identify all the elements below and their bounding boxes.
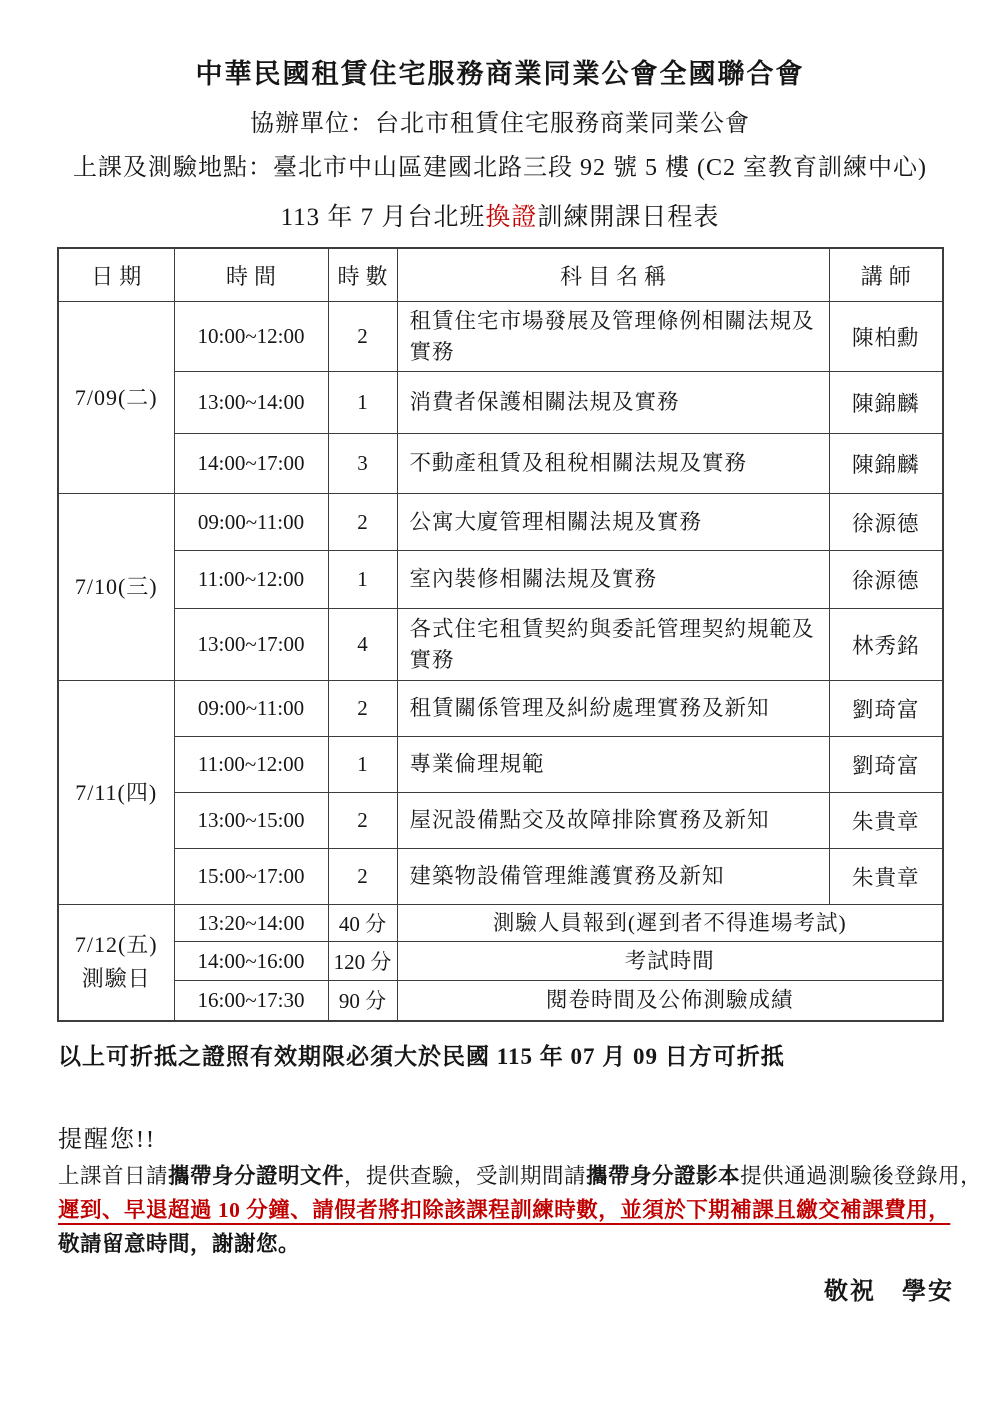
col-header-date: 日期 <box>58 248 174 302</box>
time-cell: 14:00~16:00 <box>174 942 328 981</box>
time-cell: 13:00~17:00 <box>174 609 328 681</box>
subject-cell: 公寓大廈管理相關法規及實務 <box>397 494 829 551</box>
lecturer-cell: 徐源德 <box>829 494 943 551</box>
date-cell <box>58 905 174 1021</box>
table-row <box>58 905 943 942</box>
lecturer-cell: 林秀銘 <box>829 609 943 681</box>
hours-cell: 4 <box>328 609 397 681</box>
schedule-title-prefix: 113 年 7 月台北班 <box>280 204 486 231</box>
subject-cell: 專業倫理規範 <box>397 737 829 793</box>
date-text: 7/12(五) <box>74 932 158 958</box>
time-cell: 09:00~11:00 <box>174 681 328 737</box>
schedule-table <box>57 247 944 1022</box>
table-header-row <box>58 248 943 302</box>
time-cell: 11:00~12:00 <box>174 737 328 793</box>
lecturer-cell: 劉琦富 <box>829 681 943 737</box>
date-note: 測驗日 <box>81 966 151 992</box>
hours-cell: 2 <box>328 849 397 905</box>
credit-validity-note: 以上可折抵之證照有效期限必須大於民國 115 年 07 月 09 日方可折抵 <box>58 1043 785 1069</box>
notice-seg-bold: 攜帶身分證影本 <box>586 1163 741 1188</box>
reminder-title: 提醒您!! <box>58 1126 156 1153</box>
hours-cell: 2 <box>328 302 397 372</box>
time-cell: 13:20~14:00 <box>174 905 328 942</box>
time-cell: 11:00~12:00 <box>174 551 328 609</box>
schedule-title-highlight: 換證 <box>485 204 538 231</box>
time-cell: 13:00~15:00 <box>174 793 328 849</box>
lecturer-cell: 朱貴章 <box>829 793 943 849</box>
time-cell: 14:00~17:00 <box>174 434 328 494</box>
schedule-title-suffix: 訓練開課日程表 <box>537 204 720 231</box>
notice-seg-bold: 攜帶身分證明文件 <box>168 1163 345 1188</box>
lecturer-cell: 陳柏勳 <box>829 302 943 372</box>
date-cell: 7/11(四) <box>58 681 174 905</box>
hours-cell: 2 <box>328 793 397 849</box>
notice-line-2 <box>58 1193 960 1227</box>
col-header-lecturer: 講師 <box>829 248 943 302</box>
lecturer-cell: 陳錦麟 <box>829 434 943 494</box>
subject-cell: 租賃住宅市場發展及管理條例相關法規及實務 <box>397 302 829 372</box>
notice-seg: 上課首日請 <box>58 1163 169 1188</box>
time-cell: 09:00~11:00 <box>174 494 328 551</box>
subject-cell: 消費者保護相關法規及實務 <box>397 372 829 434</box>
time-cell: 10:00~12:00 <box>174 302 328 372</box>
col-header-subject: 科目名稱 <box>397 248 829 302</box>
notice-seg: ，提供查驗，受訓期間請 <box>344 1163 587 1188</box>
subject-cell: 各式住宅租賃契約與委託管理契約規範及實務 <box>397 609 829 681</box>
hours-cell: 90 分 <box>328 981 397 1021</box>
co-organizer-line: 協辦單位：台北市租賃住宅服務商業同業公會 <box>250 111 750 137</box>
table-row <box>58 434 943 494</box>
late-penalty-warning: 遲到、早退超過 10 分鐘、請假者將扣除該課程訓練時數，並須於下期補課且繳交補課費用， <box>58 1197 951 1222</box>
hours-cell: 2 <box>328 494 397 551</box>
subject-cell: 不動產租賃及租稅相關法規及實務 <box>397 434 829 494</box>
subject-cell: 測驗人員報到(遲到者不得進場考試) <box>397 905 943 942</box>
table-row <box>58 737 943 793</box>
col-header-time: 時間 <box>174 248 328 302</box>
hours-cell: 1 <box>328 372 397 434</box>
table-row <box>58 942 943 981</box>
table-row <box>58 681 943 737</box>
subject-cell: 室內裝修相關法規及實務 <box>397 551 829 609</box>
hours-cell: 1 <box>328 737 397 793</box>
subject-cell: 建築物設備管理維護實務及新知 <box>397 849 829 905</box>
time-cell: 16:00~17:30 <box>174 981 328 1021</box>
date-cell: 7/09(二) <box>58 302 174 494</box>
time-cell: 13:00~14:00 <box>174 372 328 434</box>
date-cell: 7/10(三) <box>58 494 174 681</box>
lecturer-cell: 陳錦麟 <box>829 372 943 434</box>
location-line: 上課及測驗地點：臺北市中山區建國北路三段 92 號 5 樓 (C2 室教育訓練中心) <box>73 155 927 181</box>
lecturer-cell: 徐源德 <box>829 551 943 609</box>
hours-cell: 3 <box>328 434 397 494</box>
lecturer-cell: 劉琦富 <box>829 737 943 793</box>
reminder-notice <box>58 1159 983 1261</box>
table-row <box>58 609 943 681</box>
notice-line-1 <box>58 1159 983 1193</box>
hours-cell: 2 <box>328 681 397 737</box>
subject-cell: 考試時間 <box>397 942 943 981</box>
table-row <box>58 494 943 551</box>
closing-salutation: 敬祝 學安 <box>824 1278 954 1305</box>
table-row <box>58 849 943 905</box>
subject-cell: 屋況設備點交及故障排除實務及新知 <box>397 793 829 849</box>
table-row <box>58 793 943 849</box>
table-row <box>58 302 943 372</box>
schedule-title <box>0 197 1000 233</box>
table-row <box>58 981 943 1021</box>
col-header-hours: 時數 <box>328 248 397 302</box>
table-row <box>58 372 943 434</box>
lecturer-cell: 朱貴章 <box>829 849 943 905</box>
hours-cell: 120 分 <box>328 942 397 981</box>
subject-cell: 閱卷時間及公佈測驗成績 <box>397 981 943 1021</box>
notice-line-3: 敬請留意時間，謝謝您。 <box>58 1231 301 1256</box>
document-title: 中華民國租賃住宅服務商業同業公會全國聯合會 <box>195 59 805 89</box>
hours-cell: 1 <box>328 551 397 609</box>
time-cell: 15:00~17:00 <box>174 849 328 905</box>
hours-cell: 40 分 <box>328 905 397 942</box>
subject-cell: 租賃關係管理及糾紛處理實務及新知 <box>397 681 829 737</box>
table-row <box>58 551 943 609</box>
notice-seg: 提供通過測驗後登錄用， <box>740 1163 983 1188</box>
